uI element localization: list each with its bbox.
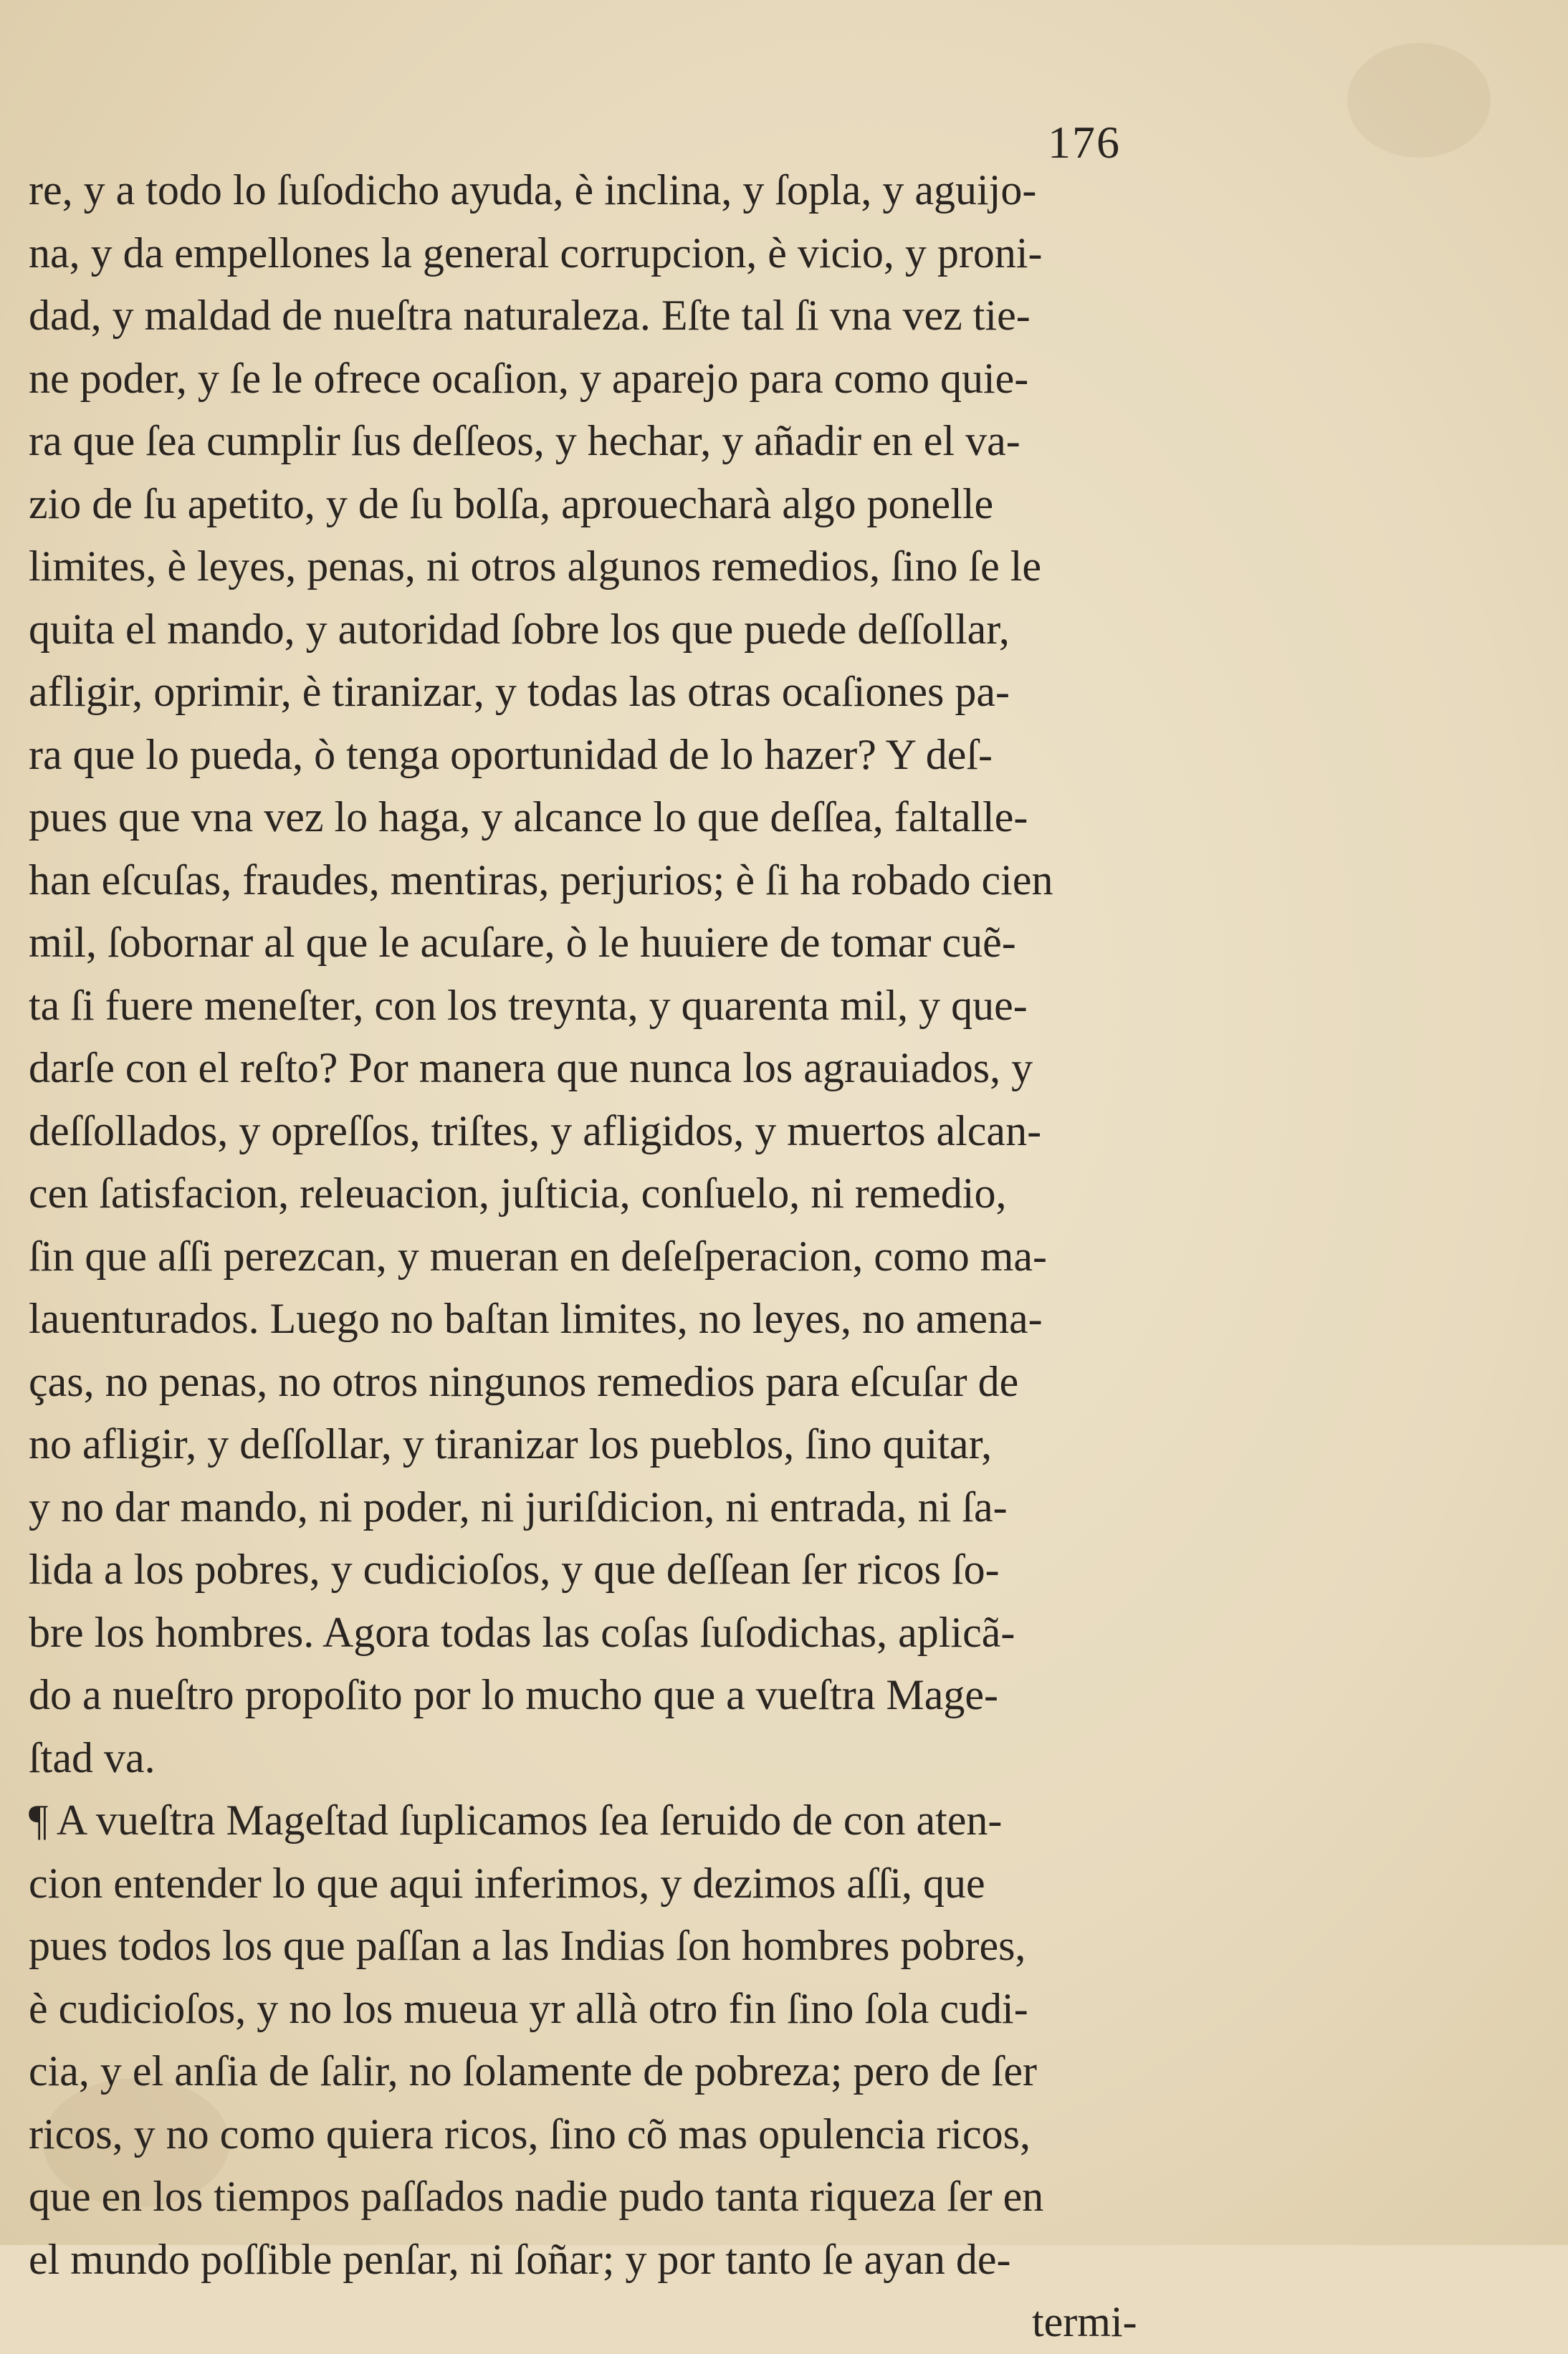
text-line: ſin que aſſi perezcan, y mueran en deſeſperacion, como ma- xyxy=(29,1232,1048,1280)
text-line: quita el mando, y autoridad ſobre los que puede deſſollar, xyxy=(29,605,1010,653)
catchword: termi- xyxy=(1032,2298,1137,2345)
text-line: el mundo poſſible penſar, ni ſoñar; y por tanto ſe ayan de- xyxy=(29,2235,1011,2283)
text-line: re, y a todo lo ſuſodicho ayuda, è inclina, y ſopla, y aguijo- xyxy=(29,166,1037,214)
text-line: lauenturados. Luego no baſtan limites, no leyes, no amena- xyxy=(29,1295,1043,1342)
text-line: afligir, oprimir, è tiranizar, y todas las otras ocaſiones pa- xyxy=(29,668,1010,715)
text-line: deſſollados, y opreſſos, triſtes, y afligidos, y muertos alcan- xyxy=(29,1106,1042,1154)
text-line: ne poder, y ſe le ofrece ocaſion, y aparejo para como quie- xyxy=(29,354,1029,402)
text-line: cion entender lo que aqui inferimos, y dezimos aſſi, que xyxy=(29,1859,985,1907)
text-line: ta ſi fuere meneſter, con los treynta, y quarenta mil, y que- xyxy=(29,981,1028,1029)
text-line: na, y da empellones la general corrupcion, è vicio, y proni- xyxy=(29,229,1043,277)
text-line: è cudicioſos, y no los mueua yr allà otro fin ſino ſola cudi- xyxy=(29,1984,1028,2032)
text-line: darſe con el reſto? Por manera que nunca los agrauiados, y xyxy=(29,1044,1033,1091)
text-line: bre los hombres. Agora todas las coſas ſuſodichas, aplicã- xyxy=(29,1608,1015,1656)
text-line: ra que ſea cumplir ſus deſſeos, y hechar, y añadir en el va- xyxy=(29,417,1020,464)
text-line: cia, y el anſia de ſalir, no ſolamente de pobreza; pero de ſer xyxy=(29,2047,1037,2095)
text-line: limites, è leyes, penas, ni otros algunos remedios, ſino ſe le xyxy=(29,542,1042,590)
text-line: ſtad va. xyxy=(29,1733,156,1781)
text-line: dad, y maldad de nueſtra naturaleza. Eſte tal ſi vna vez tie- xyxy=(29,292,1031,339)
text-line: cen ſatisfacion, releuacion, juſticia, conſuelo, ni remedio, xyxy=(29,1169,1007,1217)
paper-stain xyxy=(1347,43,1491,158)
text-line: lida a los pobres, y cudicioſos, y que deſſean ſer ricos ſo- xyxy=(29,1546,1000,1593)
text-line: pues que vna vez lo haga, y alcance lo que deſſea, faltalle- xyxy=(29,793,1028,841)
text-line: no afligir, y deſſollar, y tiranizar los pueblos, ſino quitar, xyxy=(29,1420,993,1468)
text-line: ra que lo pueda, ò tenga oportunidad de lo hazer? Y deſ- xyxy=(29,730,993,778)
text-line: y no dar mando, ni poder, ni juriſdicion, ni entrada, ni ſa- xyxy=(29,1483,1008,1531)
text-line: zio de ſu apetito, y de ſu bolſa, aprouecharà algo ponelle xyxy=(29,479,994,527)
page-number: 176 xyxy=(1048,117,1121,168)
paragraph-start-line: ¶ A vueſtra Mageſtad ſuplicamos ſea ſeruido de con aten- xyxy=(29,1796,1003,1844)
text-line: ricos, y no como quiera ricos, ſino cõ mas opulencia ricos, xyxy=(29,2110,1031,2158)
text-line: que en los tiempos paſſados nadie pudo tanta riqueza ſer en xyxy=(29,2173,1044,2220)
body-text xyxy=(29,159,1175,2354)
text-line: ças, no penas, no otros ningunos remedios para eſcuſar de xyxy=(29,1357,1019,1405)
text-line: han eſcuſas, fraudes, mentiras, perjurios; è ſi ha robado cien xyxy=(29,856,1053,904)
text-line: do a nueſtro propoſito por lo mucho que a vueſtra Mage- xyxy=(29,1671,998,1718)
text-line: pues todos los que paſſan a las Indias ſon hombres pobres, xyxy=(29,1922,1026,1969)
text-line: mil, ſobornar al que le acuſare, ò le huuiere de tomar cuẽ- xyxy=(29,919,1016,966)
